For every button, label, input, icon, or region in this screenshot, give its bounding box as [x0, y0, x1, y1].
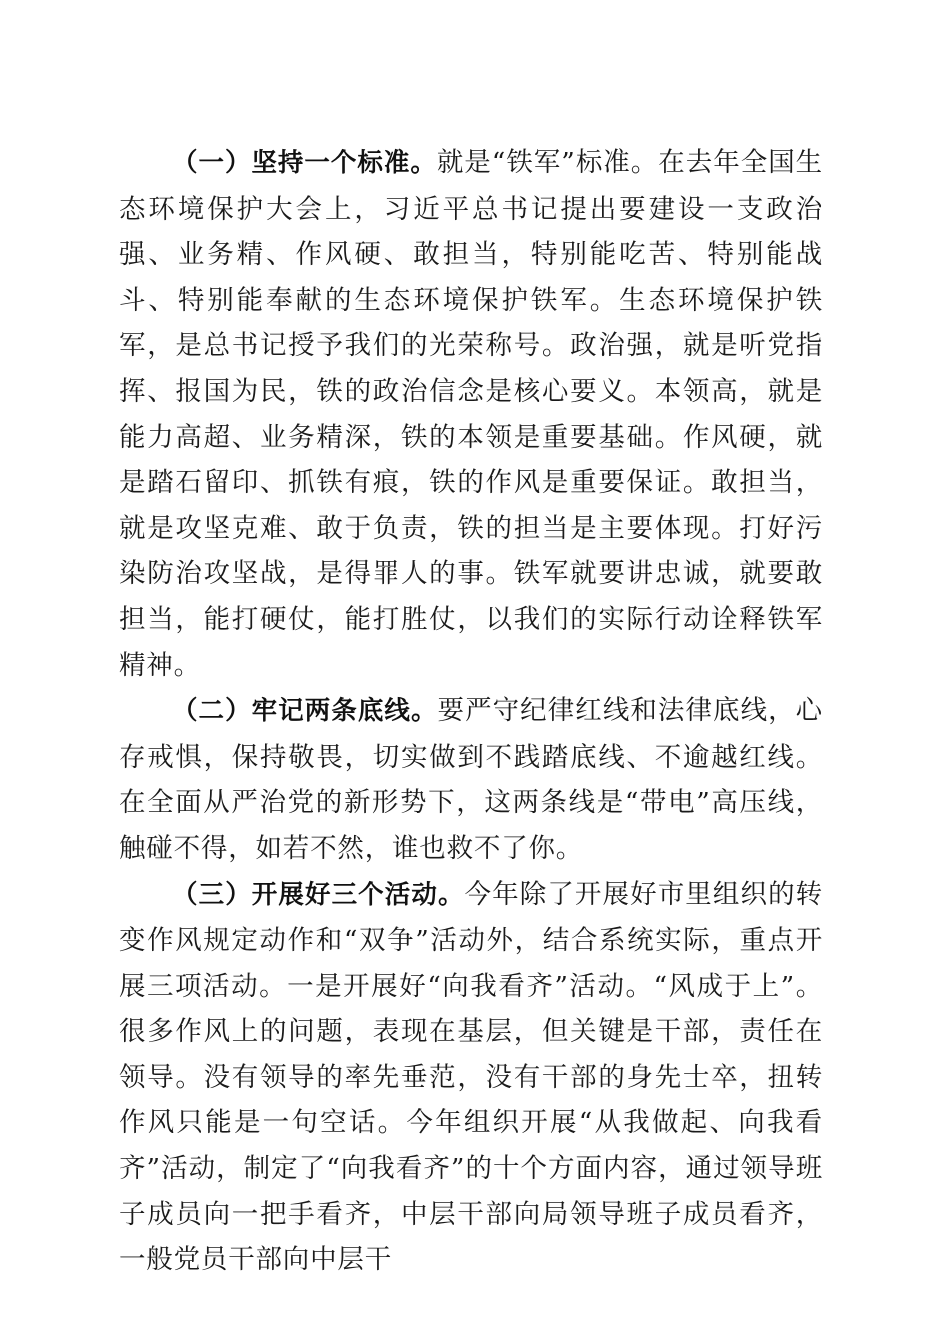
paragraph-3-heading: （三）开展好三个活动。 [172, 879, 465, 910]
paragraph-1-heading: （一）坚持一个标准。 [172, 148, 437, 178]
paragraph-2-heading: （二）牢记两条底线。 [172, 696, 438, 727]
paragraph-2 [119, 688, 823, 871]
paragraph-3 [119, 872, 823, 1283]
paragraph-1 [119, 140, 823, 688]
document-body [119, 140, 823, 1283]
paragraph-2-text: 要严守纪律红线和法律底线，心存戒惧，保持敬畏，切实做到不践踏底线、不逾越红线。在全面从严治党的新形势下，这两条线是“带电”高压线，触碰不得，如若不然，谁也救不了你。 [119, 695, 823, 864]
paragraph-3-text: 今年除了开展好市里组织的转变作风规定动作和“双争”活动外，结合系统实际，重点开展三项活动。一是开展好“向我看齐”活动。“风成于上”。很多作风上的问题，表现在基层，但关键是干部，责任在领导。没有领导的率先垂范，没有干部的身先士卒，扭转作风只能是一句空话。今年组织开展“从我做起、向我看齐”活动，制定了“向我看齐”的十个方面内容，通过领导班子成员向一把手看齐，中层干部向局领导班子成员看齐，一般党员干部向中层干 [119, 878, 823, 1276]
paragraph-1-text: 就是“铁军”标准。在去年全国生态环境保护大会上，习近平总书记提出要建设一支政治强、业务精、作风硬、敢担当，特别能吃苦、特别能战斗、特别能奉献的生态环境保护铁军。生态环境保护铁军，是总书记授予我们的光荣称号。政治强，就是听党指挥、报国为民，铁的政治信念是核心要义。本领高，就是能力高超、业务精深，铁的本领是重要基础。作风硬，就是踏石留印、抓铁有痕，铁的作风是重要保证。敢担当，就是攻坚克难、敢于负责，铁的担当是主要体现。打好污染防治攻坚战，是得罪人的事。铁军就要讲忠诚，就要敢担当，能打硬仗，能打胜仗，以我们的实际行动诠释铁军精神。 [119, 147, 823, 681]
